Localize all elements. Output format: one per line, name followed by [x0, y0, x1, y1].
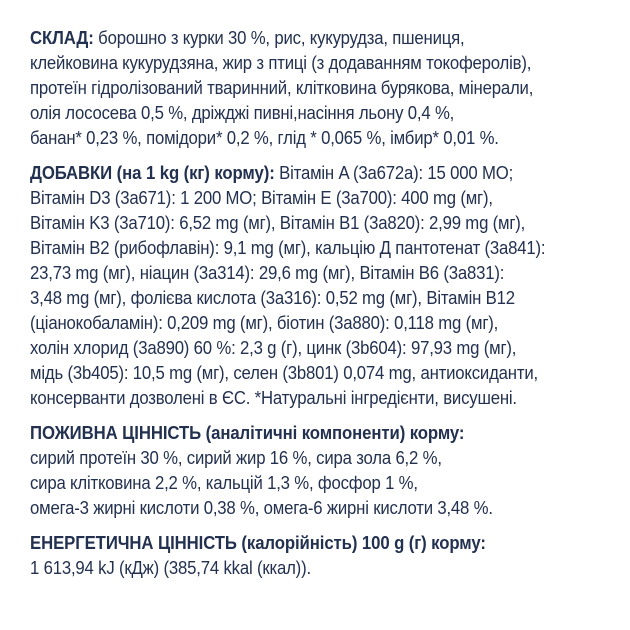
label-text-line: (ціанокобаламін): 0,209 mg (мг), біотин (3a880): 0,118 mg (мг),: [30, 313, 499, 333]
additives-heading-line: [30, 161, 627, 186]
nutrition-heading: ПОЖИВНА ЦІННІСТЬ (аналітичні компоненти) корму:: [30, 423, 465, 443]
section-composition: [30, 26, 627, 151]
label-text-line: 1 613,94 kJ (кДж) (385,74 kkal (ккал)).: [30, 558, 311, 578]
composition-heading: СКЛАД:: [30, 28, 94, 48]
label-text-line: сирий протеїн 30 %, сирий жир 16 %, сира зола 6,2 %,: [30, 448, 442, 468]
label-text-line: банан* 0,23 %, помідори* 0,2 %, глід * 0,065 %, імбир* 0,01 %.: [30, 128, 499, 148]
label-text-line: олія лососева 0,5 %, дріжджі пивні,насіння льону 0,4 %,: [30, 103, 455, 123]
label-text-line: протеїн гідролізований тваринний, клітковина бурякова, мінерали,: [30, 78, 534, 98]
composition-heading-rest: борошно з курки 30 %, рис, кукурудза, пшениця,: [93, 28, 465, 48]
label-text-line: клейковина кукурудзяна, жир з птиці (з додаванням токоферолів),: [30, 53, 532, 73]
energy-heading: ЕНЕРГЕТИЧНА ЦІННІСТЬ (калорійність) 100 g (г) корму:: [30, 533, 486, 553]
nutrition-lines: [30, 446, 627, 521]
section-nutrition: [30, 421, 627, 521]
additives-heading: ДОБАВКИ (на 1 kg (кг) корму):: [30, 163, 275, 183]
composition-lines: [30, 51, 627, 151]
label-text-line: холін хлорид (3a890) 60 %: 2,3 g (г), цинк (3b604): 97,93 mg (мг),: [30, 338, 517, 358]
additives-heading-rest: Вітамін A (3a672a): 15 000 МО;: [274, 163, 514, 183]
label-text-line: мідь (3b405): 10,5 mg (мг), селен (3b801) 0,074 mg, антиоксиданти,: [30, 363, 538, 383]
label-text-block: [30, 26, 627, 581]
energy-heading-line: [30, 531, 627, 556]
additives-lines: [30, 186, 627, 411]
label-text-line: Вітамін D3 (3a671): 1 200 МО; Вітамін E (3a700): 400 mg (мг),: [30, 188, 493, 208]
nutrition-heading-line: [30, 421, 627, 446]
label-text-line: Вітамін K3 (3a710): 6,52 mg (мг), Вітамін B1 (3a820): 2,99 mg (мг),: [30, 213, 526, 233]
label-text-line: 3,48 mg (мг), фолієва кислота (3a316): 0,52 mg (мг), Вітамін B12: [30, 288, 515, 308]
section-energy: [30, 531, 627, 581]
label-text-line: омега-3 жирні кислоти 0,38 %, омега-6 жирні кислоти 3,48 %.: [30, 498, 493, 518]
label-text-line: сира клітковина 2,2 %, кальцій 1,3 %, фосфор 1 %,: [30, 473, 418, 493]
composition-heading-line: [30, 26, 627, 51]
energy-lines: [30, 556, 627, 581]
label-text-line: консерванти дозволені в ЄС. *Натуральні інгредієнти, висушені.: [30, 388, 517, 408]
label-text-line: 23,73 mg (мг), ніацин (3a314): 29,6 mg (мг), Вітамін B6 (3a831):: [30, 263, 505, 283]
section-additives: [30, 161, 627, 411]
label-text-line: Вітамін B2 (рибофлавін): 9,1 mg (мг), кальцію Д пантотенат (3a841):: [30, 238, 546, 258]
